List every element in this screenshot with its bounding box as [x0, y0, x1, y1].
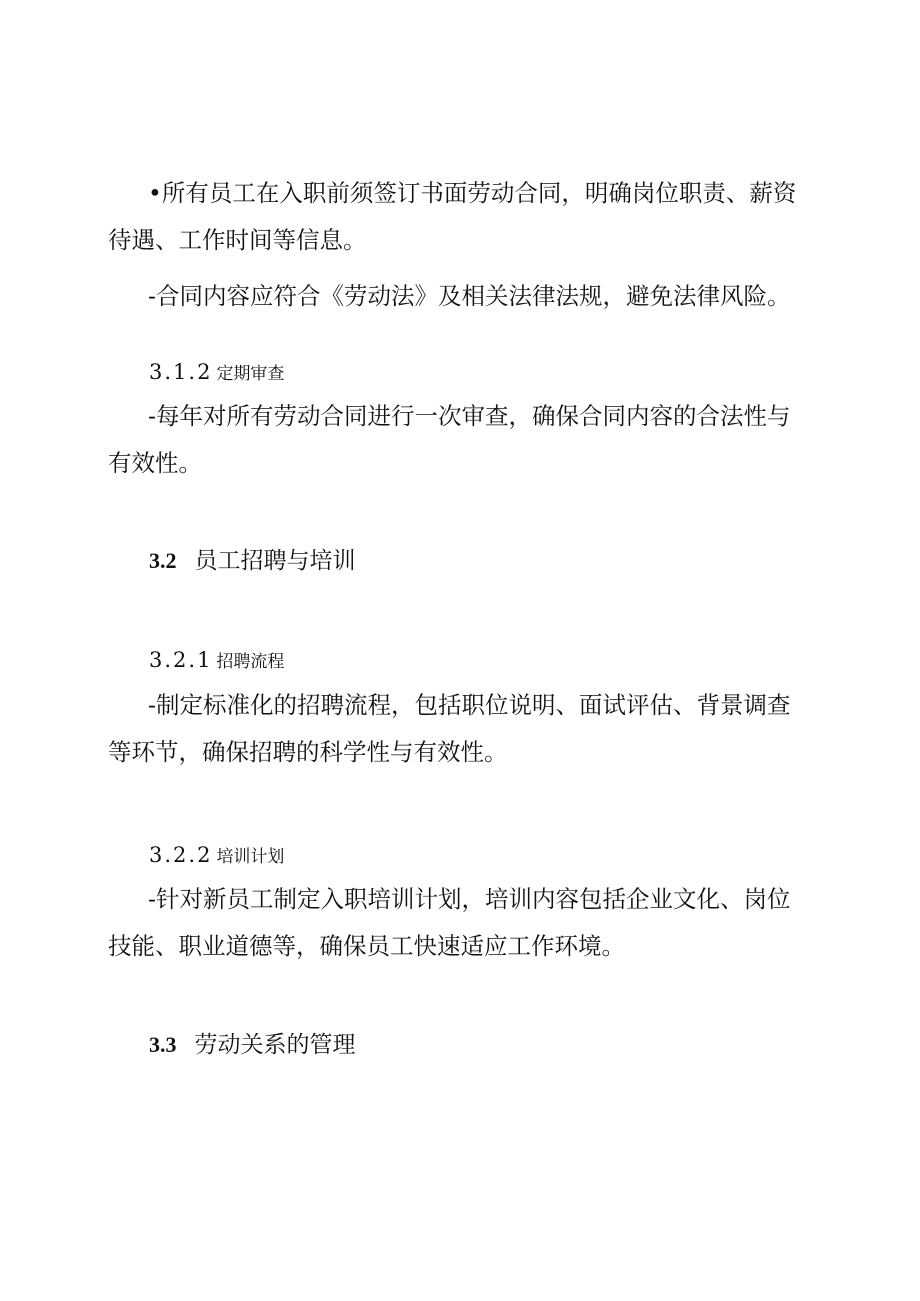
- paragraph-legal-compliance: -合同内容应符合《劳动法》及相关法律法规，避免法律风险。: [148, 282, 791, 310]
- subheading-title: 招聘流程: [216, 652, 285, 672]
- subheading-number: 3.2.1: [149, 648, 213, 672]
- paragraph-periodic-review: -每年对所有劳动合同进行一次审查，确保合同内容的合法性与有效性。: [108, 402, 791, 477]
- subheading-title: 培训计划: [216, 847, 285, 867]
- subheading-3-2-1: [149, 645, 284, 677]
- subheading-number: 3.1.2: [149, 360, 213, 384]
- subheading-3-1-2: [149, 357, 284, 389]
- subheading-3-2-2: [149, 840, 284, 872]
- section-number: 3.2: [149, 548, 177, 573]
- section-title: 劳动关系的管理: [194, 1032, 356, 1058]
- paragraph-recruitment-process: -制定标准化的招聘流程，包括职位说明、面试评估、背景调查等环节，确保招聘的科学性与有效性。: [108, 691, 791, 766]
- section-number: 3.3: [149, 1032, 177, 1057]
- paragraph-contract-signing: •所有员工在入职前须签订书面劳动合同，明确岗位职责、薪资待遇、工作时间等信息。: [108, 179, 797, 254]
- subheading-title: 定期审查: [216, 364, 285, 384]
- section-title: 员工招聘与培训: [194, 548, 356, 574]
- section-heading-3-3: [149, 1028, 356, 1062]
- section-heading-3-2: [149, 544, 356, 578]
- paragraph-training-plan: -针对新员工制定入职培训计划，培训内容包括企业文化、岗位技能、职业道德等，确保员工快速适应工作环境。: [108, 885, 791, 960]
- subheading-number: 3.2.2: [149, 843, 213, 867]
